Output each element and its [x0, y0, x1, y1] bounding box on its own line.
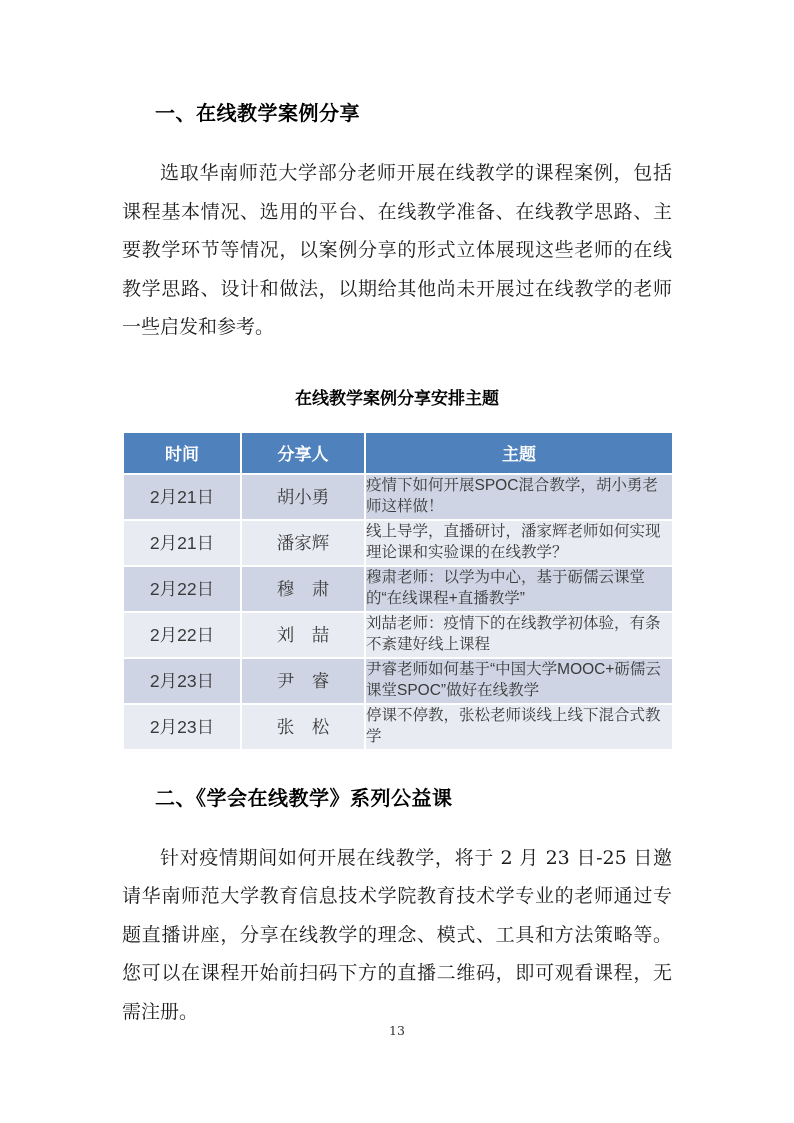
- cell-topic: 刘喆老师：疫情下的在线教学初体验，有条不紊建好线上课程: [365, 612, 673, 658]
- cell-date: 2月21日: [123, 474, 241, 520]
- table-row: [123, 566, 673, 612]
- table-title: 在线教学案例分享安排主题: [295, 388, 499, 408]
- section2-heading: 二、《学会在线教学》系列公益课: [155, 787, 453, 810]
- cell-date: 2月23日: [123, 704, 241, 750]
- cell-date: 2月22日: [123, 566, 241, 612]
- cell-topic: 尹睿老师如何基于“中国大学MOOC+砺儒云课堂SPOC”做好在线教学: [365, 658, 673, 704]
- cell-presenter: 穆 肃: [241, 566, 365, 612]
- section1-paragraph: 选取华南师范大学部分老师开展在线教学的课程案例，包括课程基本情况、选用的平台、在线教学准备、在线教学思路、主要教学环节等情况，以案例分享的形式立体展现这些老师的在线教学思路、设计和做法，以期给其他尚未开展过在线教学的老师一些启发和参考。: [122, 162, 672, 338]
- table-header-row: [123, 432, 673, 474]
- section1-heading: 一、在线教学案例分享: [155, 103, 360, 125]
- table-header-cell-2: 主题: [365, 432, 673, 474]
- table-row: [123, 474, 673, 520]
- table-row: [123, 520, 673, 566]
- cell-date: 2月23日: [123, 658, 241, 704]
- cell-presenter: 胡小勇: [241, 474, 365, 520]
- cell-presenter: 尹 睿: [241, 658, 365, 704]
- cell-presenter: 潘家辉: [241, 520, 365, 566]
- cell-date: 2月22日: [123, 612, 241, 658]
- table-row: [123, 658, 673, 704]
- schedule-table: [122, 431, 674, 751]
- cell-topic: 疫情下如何开展SPOC混合教学，胡小勇老师这样做！: [365, 474, 673, 520]
- cell-topic: 停课不停教，张松老师谈线上线下混合式教学: [365, 704, 673, 750]
- table-row: [123, 704, 673, 750]
- section2-paragraph: 针对疫情期间如何开展在线教学，将于 2 月 23 日-25 日邀请华南师范大学教育信息技术学院教育技术学专业的老师通过专题直播讲座，分享在线教学的理念、模式、工具和方法策略等。您可以在课程开始前扫码下方的直播二维码，即可观看课程，无需注册。: [122, 846, 672, 1023]
- cell-topic: 线上导学，直播研讨，潘家辉老师如何实现理论课和实验课的在线教学？: [365, 520, 673, 566]
- cell-topic: 穆肃老师：以学为中心，基于砺儒云课堂的“在线课程+直播教学”: [365, 566, 673, 612]
- cell-date: 2月21日: [123, 520, 241, 566]
- page-number: 13: [389, 1023, 405, 1038]
- table-header-cell-1: 分享人: [241, 432, 365, 474]
- cell-presenter: 张 松: [241, 704, 365, 750]
- table-row: [123, 612, 673, 658]
- table-header-cell-0: 时间: [123, 432, 241, 474]
- cell-presenter: 刘 喆: [241, 612, 365, 658]
- document-page: [122, 0, 672, 1031]
